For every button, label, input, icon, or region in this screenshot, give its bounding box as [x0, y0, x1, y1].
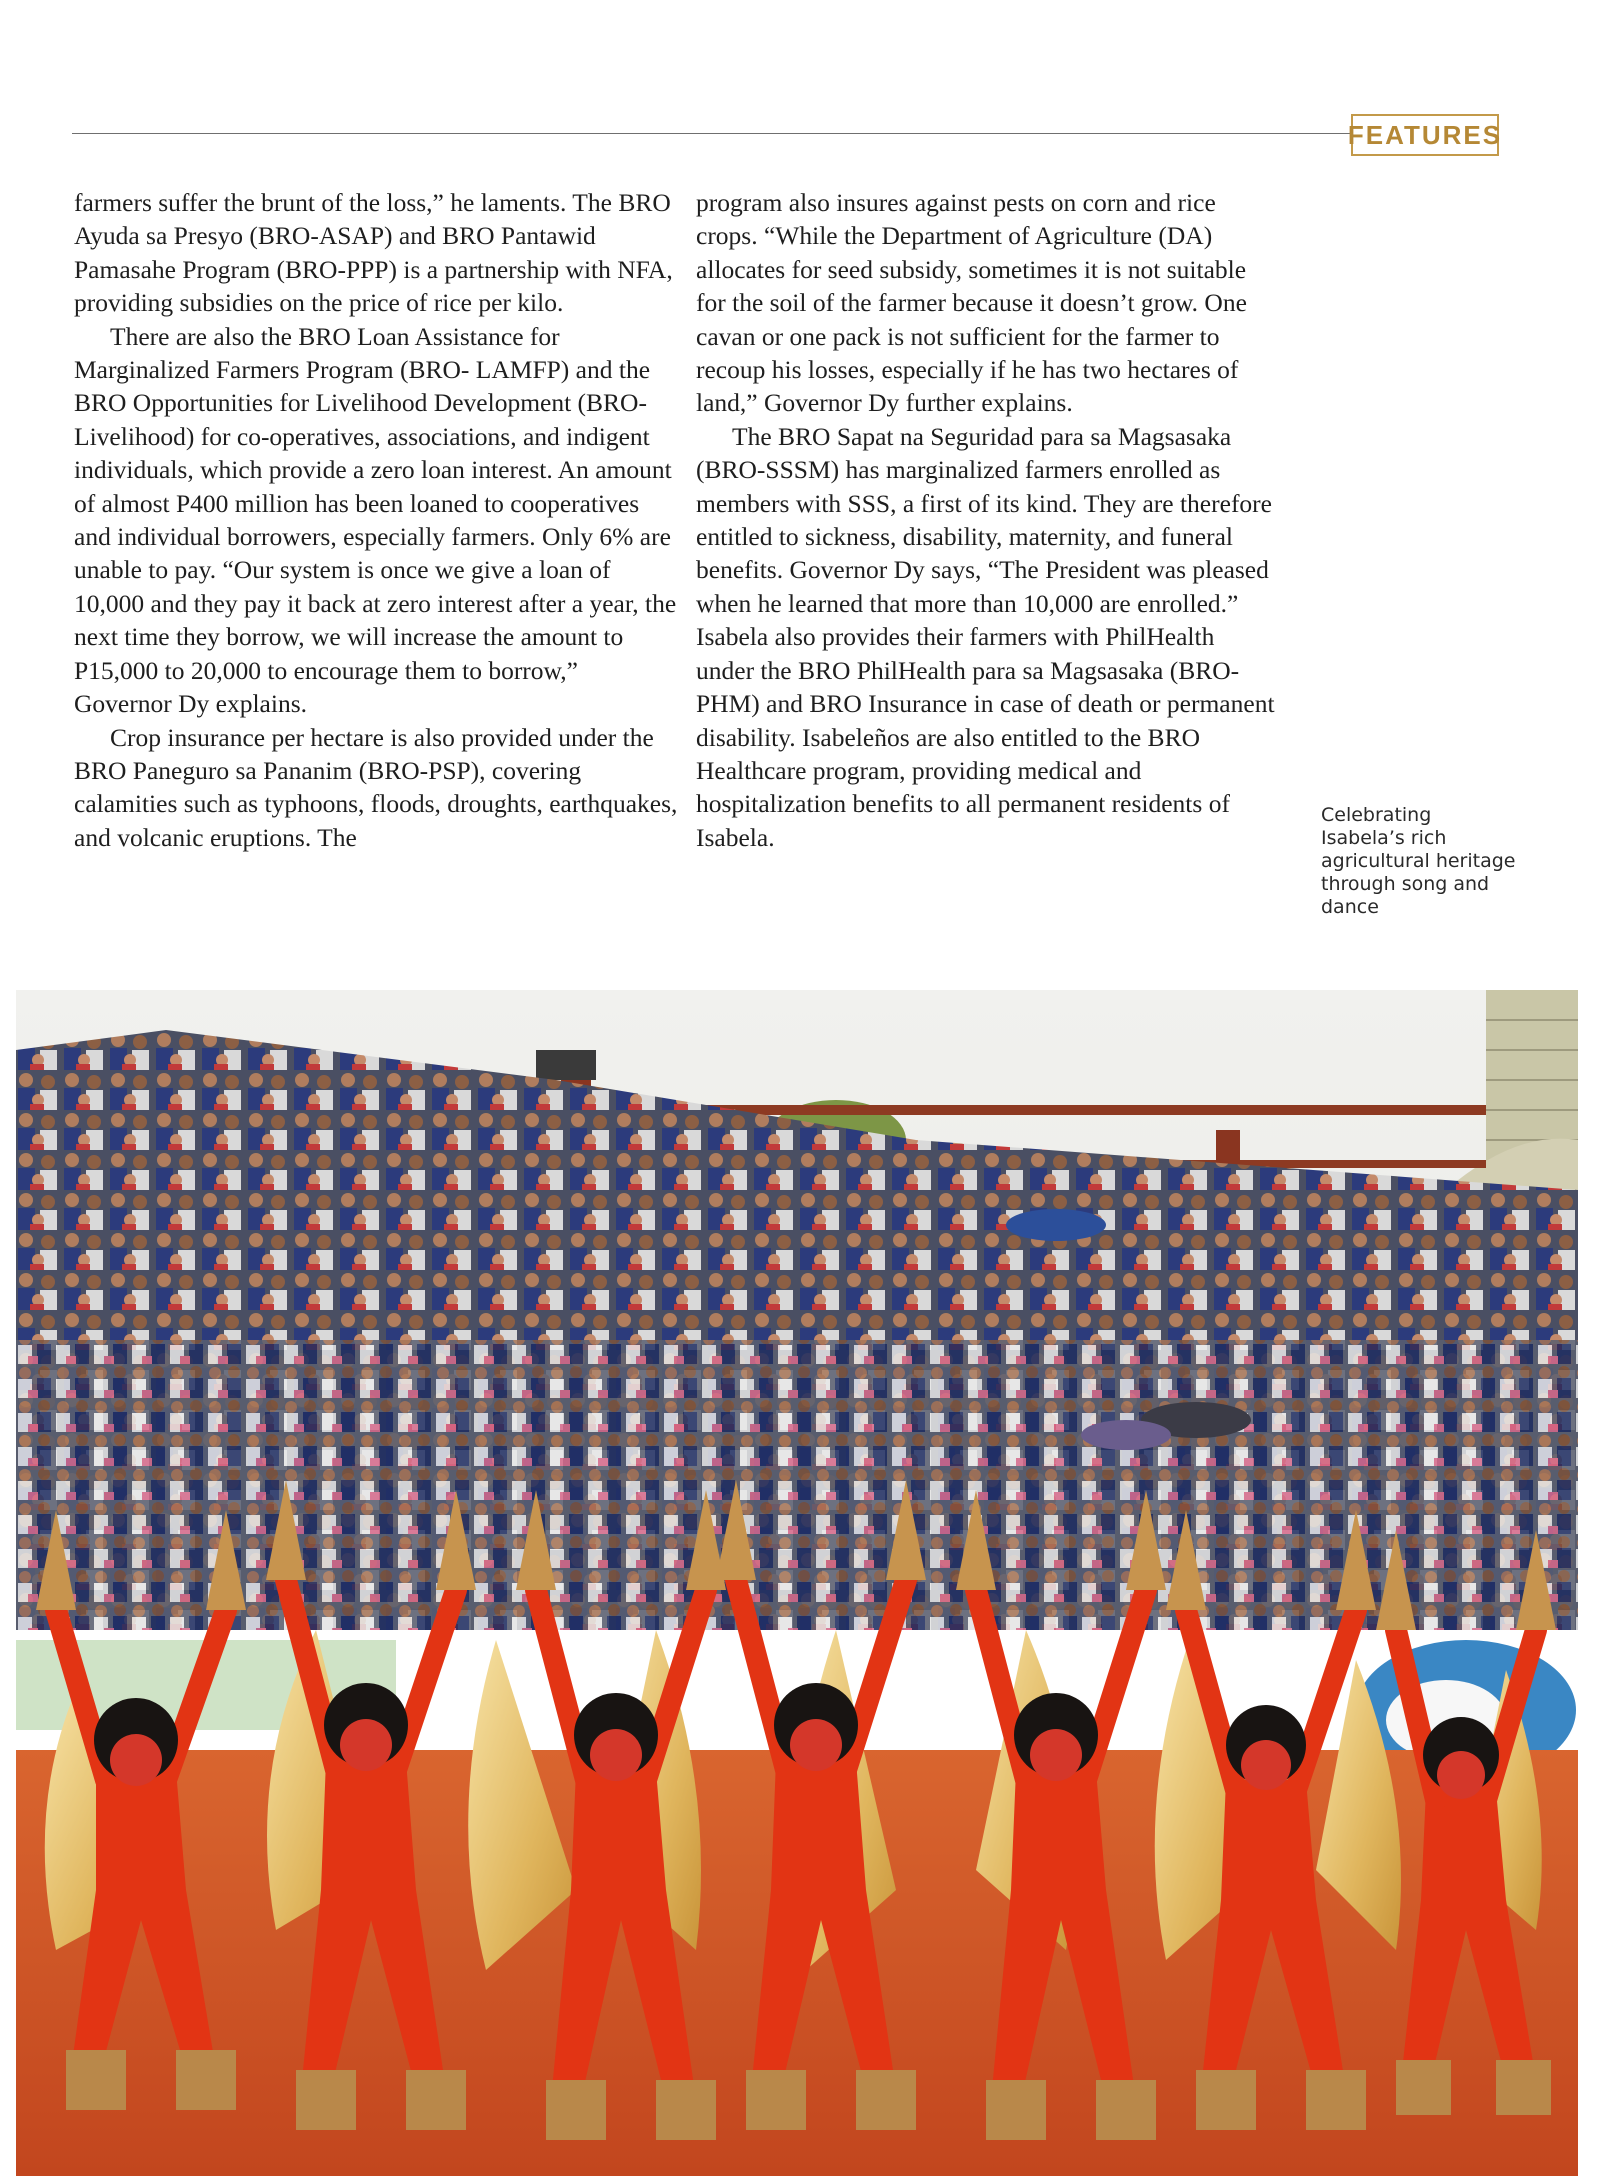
article-column-2 [696, 186, 1276, 854]
section-label: FEATURES [1351, 114, 1499, 156]
paragraph: program also insures against pests on corn and rice crops. “While the Department of Agriculture (DA) allocates for seed subsidy, sometimes it is not suitable for the soil of the farmer because it doesn’t grow. One cavan or one pack is not sufficient for the farmer to recoup his losses, especially if he has two hectares of land,” Governor Dy further explains. [696, 188, 1247, 418]
festival-dance-photo [16, 990, 1578, 2176]
paragraph: farmers suffer the brunt of the loss,” he laments. The BRO Ayuda sa Presyo (BRO-ASAP) and BRO Pantawid Pamasahe Program (BRO-PPP) is a partnership with NFA, providing subsidies on the price of rice per kilo. [74, 188, 673, 318]
paragraph: There are also the BRO Loan Assistance for Marginalized Farmers Program (BRO- LAMFP) and the BRO Opportunities for Livelihood Development (BRO-Livelihood) for co-operatives, associations, and indigent individuals, which provide a zero loan interest. An amount of almost P400 million has been loaned to cooperatives and individual borrowers, especially farmers. Only 6% are unable to pay. “Our system is once we give a loan of 10,000 and they pay it back at zero interest after a year, the next time they borrow, we will increase the amount to P15,000 to 20,000 to encourage them to borrow,” Governor Dy explains. [74, 321, 677, 719]
paragraph: The BRO Sapat na Seguridad para sa Magsasaka (BRO-SSSM) has marginalized farmers enrolled as members with SSS, a first of its kind. They are therefore entitled to sickness, disability, maternity, and funeral benefits. Governor Dy says, “The President was pleased when he learned that more than 10,000 are enrolled.” Isabela also provides their farmers with PhilHealth under the BRO PhilHealth para sa Magsasaka (BRO-PHM) and BRO Insurance in case of death or permanent disability. Isabeleños are also entitled to the BRO Healthcare program, providing medical and hospitalization benefits to all permanent residents of Isabela. [696, 421, 1275, 852]
photo-caption: Celebrating Isabela’s rich agricultural heritage through song and dance [1321, 804, 1516, 918]
article-column-1 [74, 186, 679, 854]
paragraph: Crop insurance per hectare is also provided under the BRO Paneguro sa Pananim (BRO-PSP), covering calamities such as typhoons, floods, droughts, earthquakes, and volcanic eruptions. The [74, 722, 678, 852]
header-rule [72, 133, 1350, 134]
